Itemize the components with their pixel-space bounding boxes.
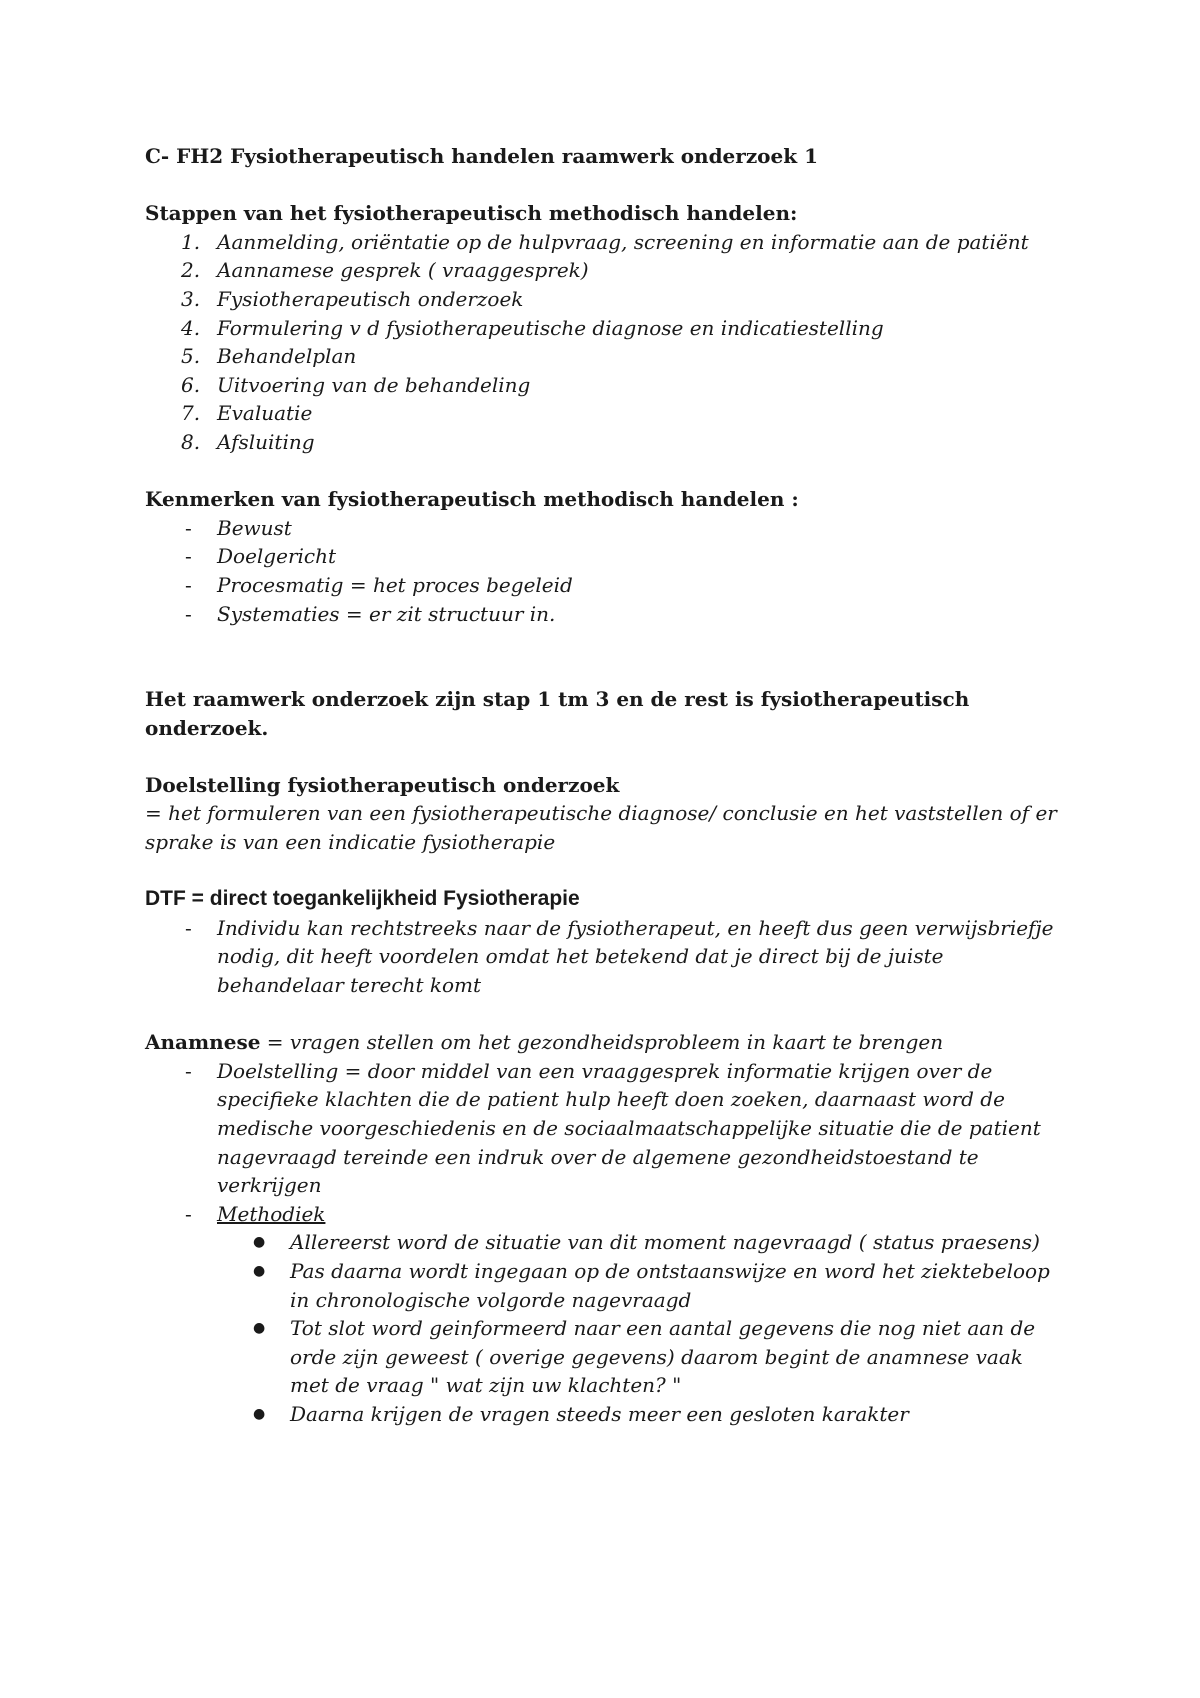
bullet-icon: ● (253, 1405, 266, 1422)
methodiek-label: Methodiek (217, 1201, 326, 1226)
anamnese-definition-text: = vragen stellen om het gezondheidsprobleem in kaart te brengen (260, 1030, 944, 1055)
list-item (145, 1257, 1065, 1314)
list-item (145, 399, 1065, 428)
list-number: 2. (181, 258, 201, 283)
list-item (145, 1400, 1065, 1429)
dash-marker: - (185, 572, 192, 597)
dash-marker: - (185, 544, 192, 569)
list-item (145, 542, 1065, 571)
list-item (145, 285, 1065, 314)
list-item-text: Aanmelding, oriëntatie op de hulpvraag, screening en informatie aan de patiënt (217, 229, 1029, 254)
list-item (145, 514, 1065, 543)
list-item-text: Individu kan rechtstreeks naar de fysiotherapeut, en heeft dus geen verwijsbriefje nodig, dit heeft voordelen omdat het betekend dat je direct bij de juiste behandelaar terecht komt (217, 915, 1054, 998)
kenmerken-heading: Kenmerken van fysiotherapeutisch methodisch handelen : (145, 487, 799, 512)
list-item-text: Allereerst word de situatie van dit moment nagevraagd ( status praesens) (290, 1230, 1040, 1255)
list-item-text: Behandelplan (217, 344, 357, 369)
steps-heading: Stappen van het fysiotherapeutisch methodisch handelen: (145, 201, 798, 226)
methodiek-list (145, 1228, 1065, 1428)
dtf-heading: DTF = direct toegankelijkheid Fysiotherapie (145, 887, 580, 911)
anamnese-term: Anamnese (145, 1030, 261, 1055)
list-number: 4. (181, 315, 201, 340)
kenmerken-list (145, 514, 1065, 628)
list-number: 8. (181, 429, 201, 454)
list-item (145, 1200, 1065, 1229)
list-item-text: Fysiotherapeutisch onderzoek (217, 286, 524, 311)
list-item-text: Tot slot word geinformeerd naar een aantal gegevens die nog niet aan de orde zijn geweest ( overige gegevens) daarom begint de anamnese vaak met de vraag " wat zijn uw klachten? " (290, 1316, 1036, 1398)
dash-marker: - (185, 1201, 192, 1226)
anamnese-list (145, 1057, 1065, 1429)
list-item-text: Daarna krijgen de vragen steeds meer een gesloten karakter (290, 1401, 909, 1426)
list-item-text: Pas daarna wordt ingegaan op de ontstaanswijze en word het ziektebeloop in chronologische volgorde nagevraagd (290, 1258, 1050, 1312)
list-item-text: Uitvoering van de behandeling (217, 372, 531, 397)
list-item (145, 1228, 1065, 1257)
bullet-icon: ● (253, 1320, 266, 1337)
list-item-text: Doelstelling = door middel van een vraaggesprek informatie krijgen over de specifieke klachten die de patient hulp heeft doen zoeken, daarnaast word de medische voorgeschiedenis en de sociaalmaatschappelijke situatie die de patient nagevraagd tereinde een indruk over de algemene gezondheidstoestand te verkrijgen (217, 1058, 1041, 1198)
list-item (145, 1314, 1065, 1400)
list-item-text: Evaluatie (217, 401, 313, 426)
list-number: 7. (181, 401, 201, 426)
dash-marker: - (185, 515, 192, 540)
list-item (145, 256, 1065, 285)
list-item (145, 228, 1065, 257)
list-item (145, 914, 1065, 1000)
list-item (145, 342, 1065, 371)
list-item (145, 1057, 1065, 1200)
list-item-text: Doelgericht (217, 544, 337, 569)
document-body (145, 142, 1065, 1429)
dash-marker: - (185, 915, 192, 940)
list-item (145, 371, 1065, 400)
list-item-text: Afsluiting (217, 429, 315, 454)
list-item-text: Systematies = er zit structuur in. (217, 601, 556, 626)
list-number: 3. (181, 286, 201, 311)
list-item-text: Procesmatig = het proces begeleid (217, 572, 573, 597)
list-item-text: Formulering v d fysiotherapeutische diagnose en indicatiestelling (217, 315, 884, 340)
bullet-icon: ● (253, 1234, 266, 1251)
raamwerk-statement: Het raamwerk onderzoek zijn stap 1 tm 3 en de rest is fysiotherapeutisch onderzoek. (145, 687, 970, 740)
list-number: 6. (181, 372, 201, 397)
list-item-text: Bewust (217, 515, 292, 540)
list-item-text: Aannamese gesprek ( vraaggesprek) (217, 258, 589, 283)
dtf-list (145, 914, 1065, 1000)
doelstelling-heading: Doelstelling fysiotherapeutisch onderzoek (145, 772, 620, 797)
dash-marker: - (185, 1058, 192, 1083)
list-number: 1. (181, 229, 201, 254)
dash-marker: - (185, 601, 192, 626)
doelstelling-text: = het formuleren van een fysiotherapeutische diagnose/ conclusie en het vaststellen of er sprake is van een indicatie fysiotherapie (145, 801, 1057, 855)
list-item (145, 314, 1065, 343)
list-number: 5. (181, 344, 201, 369)
list-item (145, 600, 1065, 629)
steps-list (145, 228, 1065, 457)
document-title: C- FH2 Fysiotherapeutisch handelen raamwerk onderzoek 1 (145, 144, 818, 168)
list-item (145, 428, 1065, 457)
bullet-icon: ● (253, 1262, 266, 1279)
anamnese-definition (145, 1028, 1065, 1057)
list-item (145, 571, 1065, 600)
